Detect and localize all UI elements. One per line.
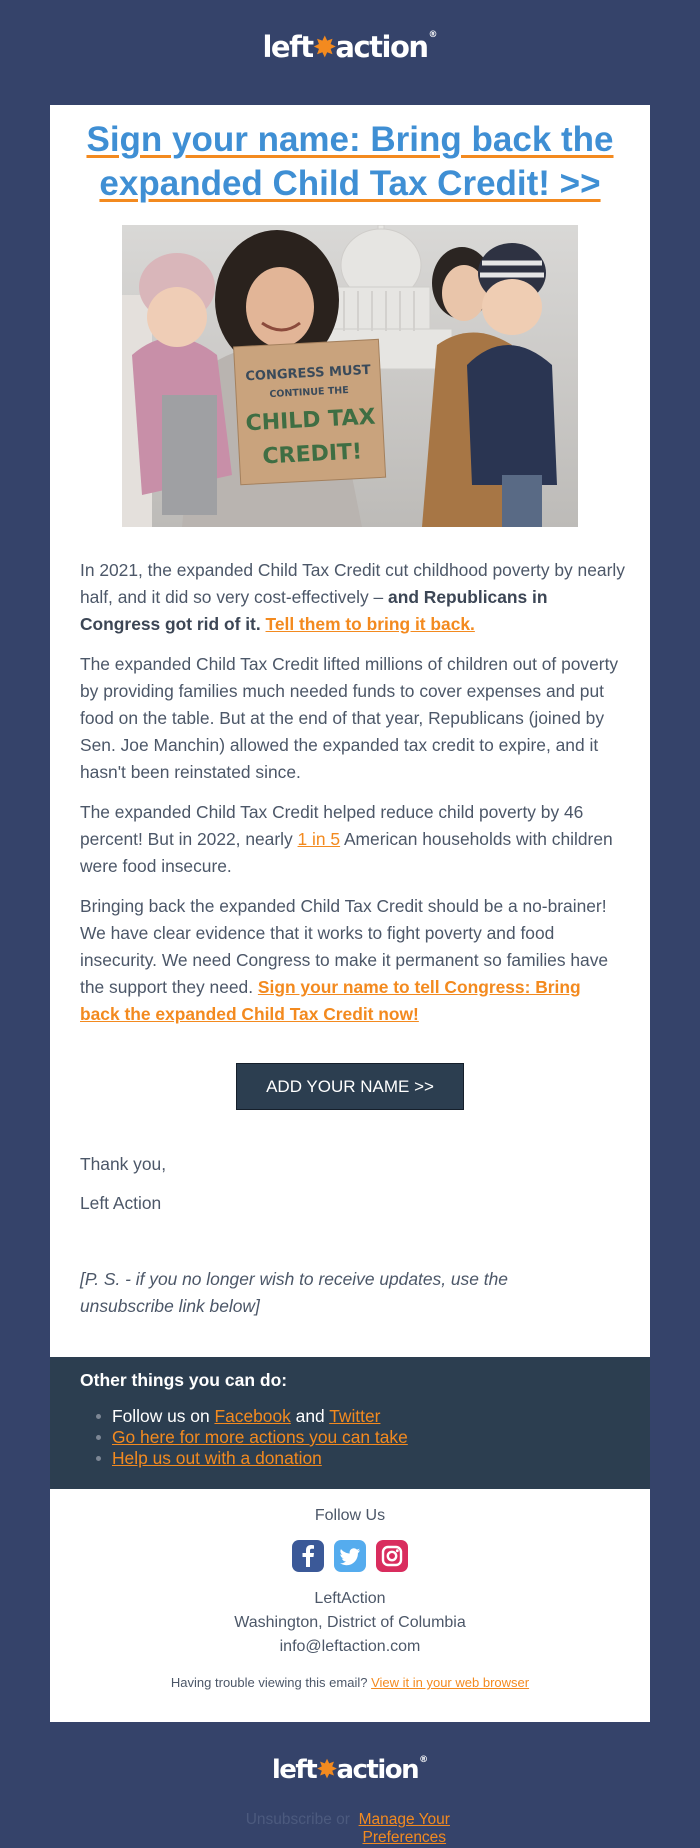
p1-bold-text: and Republicans in Congress got rid of it. xyxy=(80,587,548,634)
brand-logo-top[interactable] xyxy=(0,30,700,64)
or-text: or xyxy=(331,1811,355,1828)
p4-text: Bringing back the expanded Child Tax Credit should be a no-brainer! We have clear evidence that it works to fight poverty and food insecurity. We need Congress to make it permanent so families have the support they need. xyxy=(80,896,609,997)
paragraph-3 xyxy=(80,799,625,880)
list-item xyxy=(96,1427,408,1448)
sign-your-name-link[interactable]: Sign your name to tell Congress: Bring back the expanded Child Tax Credit now! xyxy=(80,977,581,1024)
paragraph-2: The expanded Child Tax Credit lifted millions of children out of poverty by providing families much needed funds to cover expenses and put food on the table. But at the end of that year, Republicans (joined by Sen. Joe Manchin) allowed the expanded tax credit to expire, and it hasn't been reinstated since. xyxy=(80,654,619,782)
and-text: and xyxy=(290,1406,330,1426)
trouble-viewing-text: Having trouble viewing this email? xyxy=(170,1675,372,1690)
twitter-icon[interactable] xyxy=(334,1540,366,1572)
unsubscribe-line xyxy=(50,1811,650,1847)
manage-preferences-link[interactable]: Manage Your Preferences xyxy=(358,1811,450,1846)
paragraph-4 xyxy=(80,893,625,1028)
footer-location: Washington, District of Columbia xyxy=(234,1614,466,1631)
protest-sign xyxy=(234,339,386,484)
signature-name: Left Action xyxy=(80,1193,162,1213)
logo-registered-mark: ® xyxy=(428,30,438,40)
view-in-browser-link[interactable]: View it in your web browser xyxy=(371,1675,530,1690)
more-actions-link[interactable]: Go here for more actions you can take xyxy=(112,1427,408,1447)
donation-link[interactable]: Help us out with a donation xyxy=(112,1448,322,1468)
logo-burst-icon: ✸ xyxy=(316,1755,337,1785)
twitter-link[interactable]: Twitter xyxy=(329,1406,381,1426)
facebook-link[interactable]: Facebook xyxy=(214,1406,291,1426)
logo-burst-icon: ✸ xyxy=(312,30,336,64)
unsubscribe-link[interactable]: Unsubscribe xyxy=(245,1811,332,1828)
logo-registered-mark: ® xyxy=(419,1755,429,1765)
rally-photo-illustration xyxy=(122,225,578,527)
other-actions-title: Other things you can do: xyxy=(80,1370,288,1390)
other-actions-list xyxy=(96,1406,408,1469)
rally-photo xyxy=(122,225,578,527)
footer-org-name: LeftAction xyxy=(314,1590,386,1607)
sign-text-line3: CHILD TAX xyxy=(244,404,377,437)
footer-email: info@leftaction.com xyxy=(279,1638,421,1655)
headline-link[interactable]: Sign your name: Bring back the expanded Child Tax Credit! >> xyxy=(86,120,614,203)
logo-right-text: action xyxy=(335,30,428,64)
list-item xyxy=(96,1406,408,1427)
logo-left-text: left xyxy=(262,30,313,64)
sign-text-line4: CREDIT! xyxy=(261,439,363,470)
brand-logo-bottom[interactable] xyxy=(0,1755,700,1785)
instagram-icon[interactable] xyxy=(376,1540,408,1572)
follow-us-label: Follow Us xyxy=(314,1507,386,1524)
sign-text-line2: CONTINUE THE xyxy=(269,384,350,401)
logo-right-text: action xyxy=(336,1755,419,1785)
add-your-name-button[interactable]: ADD YOUR NAME >> xyxy=(236,1063,464,1110)
ps-note: [P. S. - if you no longer wish to receive updates, use the unsubscribe link below] xyxy=(80,1269,508,1316)
follow-prefix-text: Follow us on xyxy=(112,1406,215,1426)
p3-text-after: American households with children were food insecure. xyxy=(80,829,613,876)
paragraph-1 xyxy=(80,557,625,638)
list-item xyxy=(96,1448,408,1469)
bring-it-back-link[interactable]: Tell them to bring it back. xyxy=(265,614,475,634)
sign-text-line1: CONGRESS MUST xyxy=(245,362,372,385)
p1-text: In 2021, the expanded Child Tax Credit cut childhood poverty by nearly half, and it did so very cost-effectively – xyxy=(80,560,625,607)
logo-left-text: left xyxy=(271,1755,317,1785)
p3-text-before: The expanded Child Tax Credit helped reduce child poverty by 46 percent! But in 2022, nearly xyxy=(80,802,584,849)
trouble-viewing-line xyxy=(50,1675,650,1690)
one-in-five-link[interactable]: 1 in 5 xyxy=(297,829,341,849)
thank-you-text: Thank you, xyxy=(80,1154,167,1174)
facebook-icon[interactable] xyxy=(292,1540,324,1572)
